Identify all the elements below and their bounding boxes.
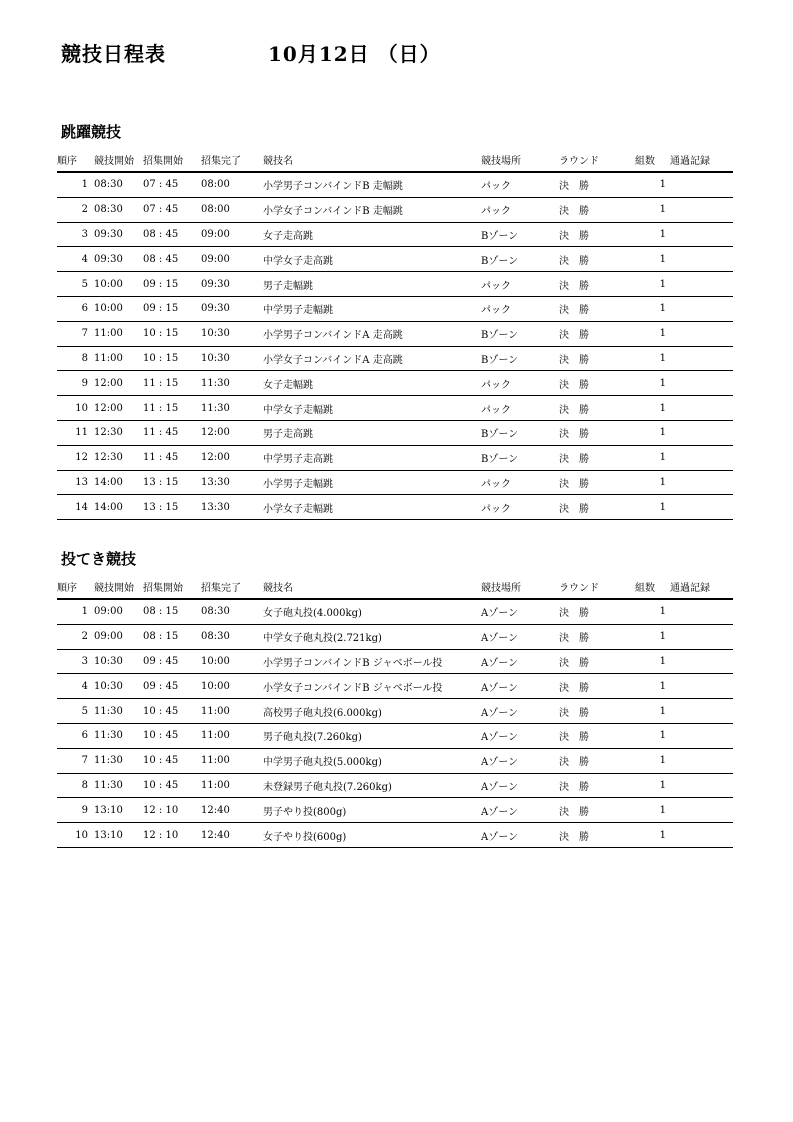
cell-order: 7: [57, 321, 94, 346]
col-round: ラウンド: [559, 147, 635, 172]
cell-place: Aゾーン: [481, 798, 559, 823]
cell-start: 11:30: [94, 699, 141, 724]
cell-event: 女子走幅跳: [263, 371, 481, 396]
cell-place: Aゾーン: [481, 723, 559, 748]
cell-place: パック: [481, 172, 559, 197]
cell-record: [670, 197, 733, 222]
cell-start: 12:00: [94, 396, 141, 421]
table-row: [57, 495, 733, 520]
cell-groups: 1: [635, 649, 670, 674]
cell-start: 10:00: [94, 296, 141, 321]
cell-event: 男子走高跳: [263, 420, 481, 445]
cell-record: [670, 396, 733, 421]
cell-event: 小学男子走幅跳: [263, 470, 481, 495]
table-row: [57, 748, 733, 773]
col-order: 順序: [57, 574, 94, 599]
table-row: [57, 420, 733, 445]
cell-call-start: 12 : 10: [141, 823, 199, 848]
col-place: 競技場所: [481, 574, 559, 599]
cell-place: パック: [481, 470, 559, 495]
cell-record: [670, 823, 733, 848]
cell-record: [670, 371, 733, 396]
cell-order: 13: [57, 470, 94, 495]
cell-call-end: 12:40: [199, 823, 263, 848]
col-start: 競技開始: [94, 147, 141, 172]
table-row: [57, 624, 733, 649]
cell-record: [670, 296, 733, 321]
cell-record: [670, 624, 733, 649]
cell-call-end: 09:30: [199, 272, 263, 297]
page-title: 競技日程表: [61, 42, 166, 66]
table-row: [57, 798, 733, 823]
cell-call-end: 11:00: [199, 723, 263, 748]
cell-groups: 1: [635, 172, 670, 197]
cell-place: Bゾーン: [481, 445, 559, 470]
cell-call-start: 08 : 15: [141, 599, 199, 624]
cell-groups: 1: [635, 396, 670, 421]
cell-place: パック: [481, 396, 559, 421]
cell-record: [670, 649, 733, 674]
cell-call-start: 10 : 45: [141, 723, 199, 748]
cell-call-end: 10:30: [199, 346, 263, 371]
cell-order: 12: [57, 445, 94, 470]
table-row: [57, 599, 733, 624]
cell-record: [670, 674, 733, 699]
cell-groups: 1: [635, 445, 670, 470]
table-row: [57, 296, 733, 321]
table-row: [57, 371, 733, 396]
section-title-throwing: 投てき競技: [61, 550, 137, 568]
cell-call-end: 09:30: [199, 296, 263, 321]
cell-start: 11:30: [94, 773, 141, 798]
cell-start: 13:10: [94, 798, 141, 823]
cell-round: 決 勝: [559, 197, 635, 222]
cell-event: 小学男子コンバインドB 走幅跳: [263, 172, 481, 197]
cell-order: 14: [57, 495, 94, 520]
cell-event: 中学男子砲丸投(5.000kg): [263, 748, 481, 773]
cell-event: 高校男子砲丸投(6.000kg): [263, 699, 481, 724]
cell-groups: 1: [635, 624, 670, 649]
cell-call-start: 08 : 45: [141, 247, 199, 272]
cell-round: 決 勝: [559, 296, 635, 321]
cell-place: パック: [481, 371, 559, 396]
cell-call-start: 10 : 45: [141, 773, 199, 798]
cell-start: 09:00: [94, 624, 141, 649]
cell-event: 男子砲丸投(7.260kg): [263, 723, 481, 748]
col-order: 順序: [57, 147, 94, 172]
cell-record: [670, 798, 733, 823]
col-start: 競技開始: [94, 574, 141, 599]
cell-round: 決 勝: [559, 773, 635, 798]
cell-order: 8: [57, 773, 94, 798]
cell-groups: 1: [635, 773, 670, 798]
cell-groups: 1: [635, 346, 670, 371]
cell-call-start: 10 : 15: [141, 321, 199, 346]
cell-order: 2: [57, 624, 94, 649]
cell-round: 決 勝: [559, 321, 635, 346]
table-row: [57, 823, 733, 848]
cell-place: Bゾーン: [481, 247, 559, 272]
cell-call-start: 08 : 15: [141, 624, 199, 649]
cell-groups: 1: [635, 420, 670, 445]
cell-call-end: 12:00: [199, 420, 263, 445]
cell-record: [670, 495, 733, 520]
cell-event: 中学女子走幅跳: [263, 396, 481, 421]
cell-call-start: 13 : 15: [141, 470, 199, 495]
cell-record: [670, 699, 733, 724]
col-call-start: 招集開始: [141, 574, 199, 599]
cell-order: 7: [57, 748, 94, 773]
cell-order: 4: [57, 674, 94, 699]
cell-event: 女子砲丸投(4.000kg): [263, 599, 481, 624]
cell-call-start: 12 : 10: [141, 798, 199, 823]
table-row: [57, 649, 733, 674]
cell-round: 決 勝: [559, 247, 635, 272]
cell-order: 11: [57, 420, 94, 445]
page-header: [61, 38, 733, 68]
col-place: 競技場所: [481, 147, 559, 172]
col-call-end: 招集完了: [199, 147, 263, 172]
cell-order: 10: [57, 396, 94, 421]
table-row: [57, 247, 733, 272]
cell-start: 11:00: [94, 346, 141, 371]
cell-start: 11:30: [94, 723, 141, 748]
col-groups: 組数: [635, 574, 670, 599]
cell-record: [670, 748, 733, 773]
cell-call-end: 11:30: [199, 371, 263, 396]
cell-call-start: 09 : 45: [141, 674, 199, 699]
cell-record: [670, 321, 733, 346]
cell-groups: 1: [635, 748, 670, 773]
cell-round: 決 勝: [559, 396, 635, 421]
cell-place: パック: [481, 197, 559, 222]
cell-call-end: 11:00: [199, 748, 263, 773]
cell-record: [670, 599, 733, 624]
cell-call-end: 10:00: [199, 649, 263, 674]
cell-start: 10:30: [94, 674, 141, 699]
table-row: [57, 445, 733, 470]
cell-order: 10: [57, 823, 94, 848]
cell-place: Bゾーン: [481, 321, 559, 346]
cell-call-start: 11 : 15: [141, 396, 199, 421]
cell-call-end: 13:30: [199, 470, 263, 495]
cell-start: 14:00: [94, 495, 141, 520]
cell-start: 09:30: [94, 247, 141, 272]
cell-call-start: 13 : 15: [141, 495, 199, 520]
cell-event: 中学男子走幅跳: [263, 296, 481, 321]
cell-round: 決 勝: [559, 495, 635, 520]
cell-start: 13:10: [94, 823, 141, 848]
cell-event: 中学女子砲丸投(2.721kg): [263, 624, 481, 649]
cell-round: 決 勝: [559, 371, 635, 396]
cell-event: 小学女子コンバインドA 走高跳: [263, 346, 481, 371]
table-header-row: [57, 574, 733, 599]
cell-call-start: 09 : 15: [141, 272, 199, 297]
table-row: [57, 172, 733, 197]
cell-call-end: 11:00: [199, 699, 263, 724]
cell-call-end: 11:00: [199, 773, 263, 798]
cell-start: 08:30: [94, 197, 141, 222]
cell-round: 決 勝: [559, 748, 635, 773]
cell-start: 12:00: [94, 371, 141, 396]
table-row: [57, 674, 733, 699]
cell-groups: 1: [635, 798, 670, 823]
cell-groups: 1: [635, 470, 670, 495]
cell-start: 14:00: [94, 470, 141, 495]
cell-place: Bゾーン: [481, 420, 559, 445]
cell-round: 決 勝: [559, 599, 635, 624]
col-record: 通過記録: [670, 574, 733, 599]
cell-order: 9: [57, 798, 94, 823]
cell-record: [670, 222, 733, 247]
cell-record: [670, 272, 733, 297]
section-title-jumping: 跳躍競技: [61, 123, 122, 141]
cell-groups: 1: [635, 723, 670, 748]
cell-place: Aゾーン: [481, 649, 559, 674]
cell-order: 3: [57, 649, 94, 674]
cell-record: [670, 445, 733, 470]
cell-round: 決 勝: [559, 272, 635, 297]
table-header-row: [57, 147, 733, 172]
cell-start: 10:00: [94, 272, 141, 297]
cell-round: 決 勝: [559, 624, 635, 649]
cell-place: Aゾーン: [481, 674, 559, 699]
cell-call-end: 11:30: [199, 396, 263, 421]
cell-start: 08:30: [94, 172, 141, 197]
cell-call-start: 10 : 45: [141, 699, 199, 724]
table-row: [57, 699, 733, 724]
cell-call-start: 11 : 45: [141, 445, 199, 470]
cell-groups: 1: [635, 296, 670, 321]
cell-call-end: 08:30: [199, 624, 263, 649]
cell-call-end: 12:40: [199, 798, 263, 823]
cell-groups: 1: [635, 495, 670, 520]
cell-place: Aゾーン: [481, 748, 559, 773]
cell-groups: 1: [635, 599, 670, 624]
cell-groups: 1: [635, 371, 670, 396]
cell-start: 12:30: [94, 420, 141, 445]
cell-groups: 1: [635, 823, 670, 848]
cell-round: 決 勝: [559, 346, 635, 371]
cell-place: Bゾーン: [481, 222, 559, 247]
cell-call-end: 09:00: [199, 247, 263, 272]
table-row: [57, 396, 733, 421]
cell-round: 決 勝: [559, 649, 635, 674]
cell-order: 1: [57, 599, 94, 624]
col-call-end: 招集完了: [199, 574, 263, 599]
schedule-table-throwing: [57, 574, 733, 848]
cell-call-end: 09:00: [199, 222, 263, 247]
cell-call-end: 10:00: [199, 674, 263, 699]
cell-start: 11:00: [94, 321, 141, 346]
cell-order: 5: [57, 699, 94, 724]
table-row: [57, 346, 733, 371]
col-event: 競技名: [263, 574, 481, 599]
cell-record: [670, 247, 733, 272]
cell-order: 9: [57, 371, 94, 396]
cell-order: 3: [57, 222, 94, 247]
cell-event: 男子走幅跳: [263, 272, 481, 297]
cell-event: 男子やり投(800g): [263, 798, 481, 823]
cell-start: 12:30: [94, 445, 141, 470]
cell-order: 8: [57, 346, 94, 371]
cell-event: 未登録男子砲丸投(7.260kg): [263, 773, 481, 798]
cell-groups: 1: [635, 222, 670, 247]
cell-groups: 1: [635, 272, 670, 297]
cell-round: 決 勝: [559, 420, 635, 445]
cell-order: 4: [57, 247, 94, 272]
cell-call-start: 08 : 45: [141, 222, 199, 247]
cell-place: Aゾーン: [481, 624, 559, 649]
cell-groups: 1: [635, 699, 670, 724]
cell-round: 決 勝: [559, 723, 635, 748]
cell-call-start: 07 : 45: [141, 197, 199, 222]
cell-start: 09:00: [94, 599, 141, 624]
cell-round: 決 勝: [559, 699, 635, 724]
cell-call-end: 13:30: [199, 495, 263, 520]
cell-call-start: 11 : 15: [141, 371, 199, 396]
cell-call-end: 12:00: [199, 445, 263, 470]
cell-groups: 1: [635, 247, 670, 272]
cell-round: 決 勝: [559, 470, 635, 495]
cell-groups: 1: [635, 197, 670, 222]
cell-start: 09:30: [94, 222, 141, 247]
cell-call-start: 09 : 45: [141, 649, 199, 674]
cell-start: 10:30: [94, 649, 141, 674]
cell-event: 小学男子コンバインドA 走高跳: [263, 321, 481, 346]
cell-order: 1: [57, 172, 94, 197]
cell-record: [670, 723, 733, 748]
cell-event: 小学女子コンバインドB ジャベボール投: [263, 674, 481, 699]
cell-order: 2: [57, 197, 94, 222]
col-event: 競技名: [263, 147, 481, 172]
cell-event: 女子走高跳: [263, 222, 481, 247]
col-round: ラウンド: [559, 574, 635, 599]
cell-place: Aゾーン: [481, 599, 559, 624]
table-row: [57, 773, 733, 798]
cell-event: 女子やり投(600g): [263, 823, 481, 848]
cell-round: 決 勝: [559, 222, 635, 247]
cell-call-end: 08:00: [199, 172, 263, 197]
cell-place: パック: [481, 495, 559, 520]
cell-place: Aゾーン: [481, 773, 559, 798]
col-call-start: 招集開始: [141, 147, 199, 172]
cell-round: 決 勝: [559, 445, 635, 470]
cell-order: 6: [57, 723, 94, 748]
cell-record: [670, 470, 733, 495]
cell-event: 中学男子走高跳: [263, 445, 481, 470]
cell-start: 11:30: [94, 748, 141, 773]
cell-round: 決 勝: [559, 823, 635, 848]
cell-call-end: 10:30: [199, 321, 263, 346]
cell-place: Aゾーン: [481, 823, 559, 848]
table-row: [57, 723, 733, 748]
cell-place: Bゾーン: [481, 346, 559, 371]
table-row: [57, 470, 733, 495]
schedule-table-jumping: [57, 147, 733, 520]
cell-groups: 1: [635, 674, 670, 699]
cell-record: [670, 346, 733, 371]
cell-round: 決 勝: [559, 172, 635, 197]
cell-place: Aゾーン: [481, 699, 559, 724]
cell-call-start: 09 : 15: [141, 296, 199, 321]
cell-event: 小学女子コンバインドB 走幅跳: [263, 197, 481, 222]
cell-order: 6: [57, 296, 94, 321]
cell-record: [670, 420, 733, 445]
cell-round: 決 勝: [559, 674, 635, 699]
table-row: [57, 197, 733, 222]
cell-call-end: 08:00: [199, 197, 263, 222]
cell-event: 中学女子走高跳: [263, 247, 481, 272]
cell-call-end: 08:30: [199, 599, 263, 624]
cell-record: [670, 773, 733, 798]
table-row: [57, 321, 733, 346]
cell-record: [670, 172, 733, 197]
cell-call-start: 10 : 15: [141, 346, 199, 371]
cell-call-start: 07 : 45: [141, 172, 199, 197]
cell-order: 5: [57, 272, 94, 297]
cell-call-start: 10 : 45: [141, 748, 199, 773]
col-groups: 組数: [635, 147, 670, 172]
cell-groups: 1: [635, 321, 670, 346]
cell-event: 小学女子走幅跳: [263, 495, 481, 520]
col-record: 通過記録: [670, 147, 733, 172]
table-row: [57, 272, 733, 297]
cell-call-start: 11 : 45: [141, 420, 199, 445]
page-date: 10月12日 （日）: [268, 42, 441, 66]
cell-place: パック: [481, 296, 559, 321]
cell-event: 小学男子コンバインドB ジャベボール投: [263, 649, 481, 674]
cell-round: 決 勝: [559, 798, 635, 823]
table-row: [57, 222, 733, 247]
cell-place: パック: [481, 272, 559, 297]
